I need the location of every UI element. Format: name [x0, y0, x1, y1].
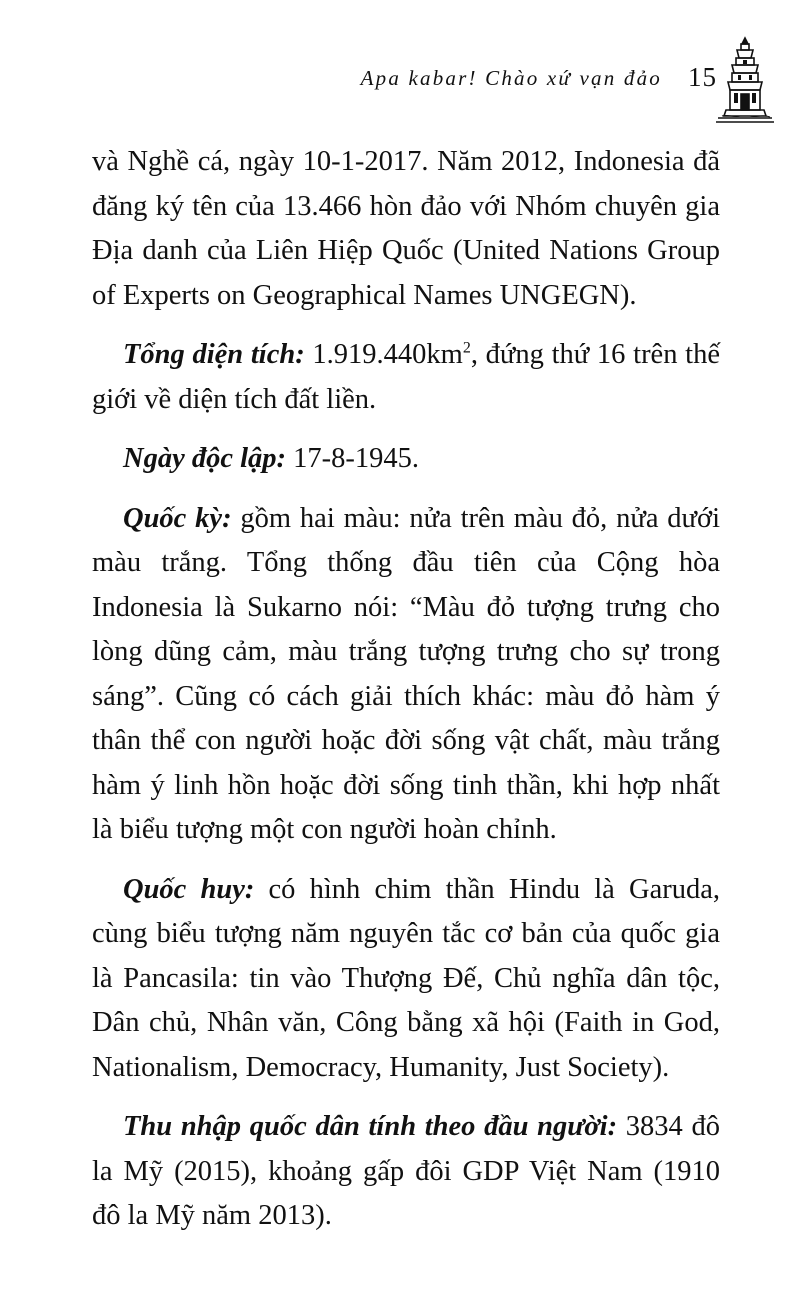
paragraph-total-area — [92, 333, 720, 422]
paragraph-independence-day — [92, 437, 720, 482]
temple-icon — [714, 36, 776, 136]
paragraph-text: và Nghề cá, ngày 10-1-2017. Năm 2012, Indonesia đã đăng ký tên của 13.466 hòn đảo với Nhóm chuyên gia Địa danh của Liên Hiệp Quốc (United Nations Group of Experts on Geographical Names UNGEGN). — [92, 146, 720, 311]
paragraph-national-flag — [92, 497, 720, 853]
paragraph-text: 17-8-1945. — [286, 443, 420, 474]
superscript: 2 — [462, 339, 471, 357]
page-number: 15 — [688, 62, 717, 92]
term-label: Tổng diện tích: — [123, 339, 305, 370]
running-title: Apa kabar! Chào xứ vạn đảo — [360, 66, 662, 90]
paragraph-text: có hình chim thần Hindu là Garuda, cùng biểu tượng năm nguyên tắc cơ bản của quốc gia là Pancasila: tin vào Thượng Đế, Chủ nghĩa dân tộc, Dân chủ, Nhân văn, Công bằng xã hội (Faith in God, Nationalism, Democracy, Humanity, Just Society). — [92, 873, 720, 1083]
paragraph-continuation — [92, 140, 720, 318]
page-header — [0, 58, 800, 108]
body-text — [92, 140, 720, 1254]
paragraph-text: 3834 đô la Mỹ (2015), khoảng gấp đôi GDP Việt Nam (1910 đô la Mỹ năm 2013). — [92, 1111, 720, 1231]
term-label: Ngày độc lập: — [123, 443, 287, 474]
paragraph-text: , đứng thứ 16 trên thế giới về diện tích đất liền. — [92, 339, 720, 415]
paragraph-text: gồm hai màu: nửa trên màu đỏ, nửa dưới màu trắng. Tổng thống đầu tiên của Cộng hòa Indonesia là Sukarno nói: “Màu đỏ tượng trưng cho lòng dũng cảm, màu trắng tượng trưng cho sự trong sáng”. Cũng có cách giải thích khác: màu đỏ hàm ý thân thể con người hoặc đời sống vật chất, màu trắng hàm ý linh hồn hoặc đời sống tinh thần, khi hợp nhất là biểu tượng một con người hoàn chỉnh. — [92, 502, 720, 845]
paragraph-text: 1.919.440km — [304, 339, 463, 370]
term-label: Quốc kỳ: — [123, 502, 232, 534]
paragraph-income-per-capita — [92, 1105, 720, 1239]
term-label: Thu nhập quốc dân tính theo đầu người: — [123, 1111, 618, 1142]
term-label: Quốc huy: — [123, 873, 255, 905]
paragraph-national-emblem — [92, 868, 720, 1091]
